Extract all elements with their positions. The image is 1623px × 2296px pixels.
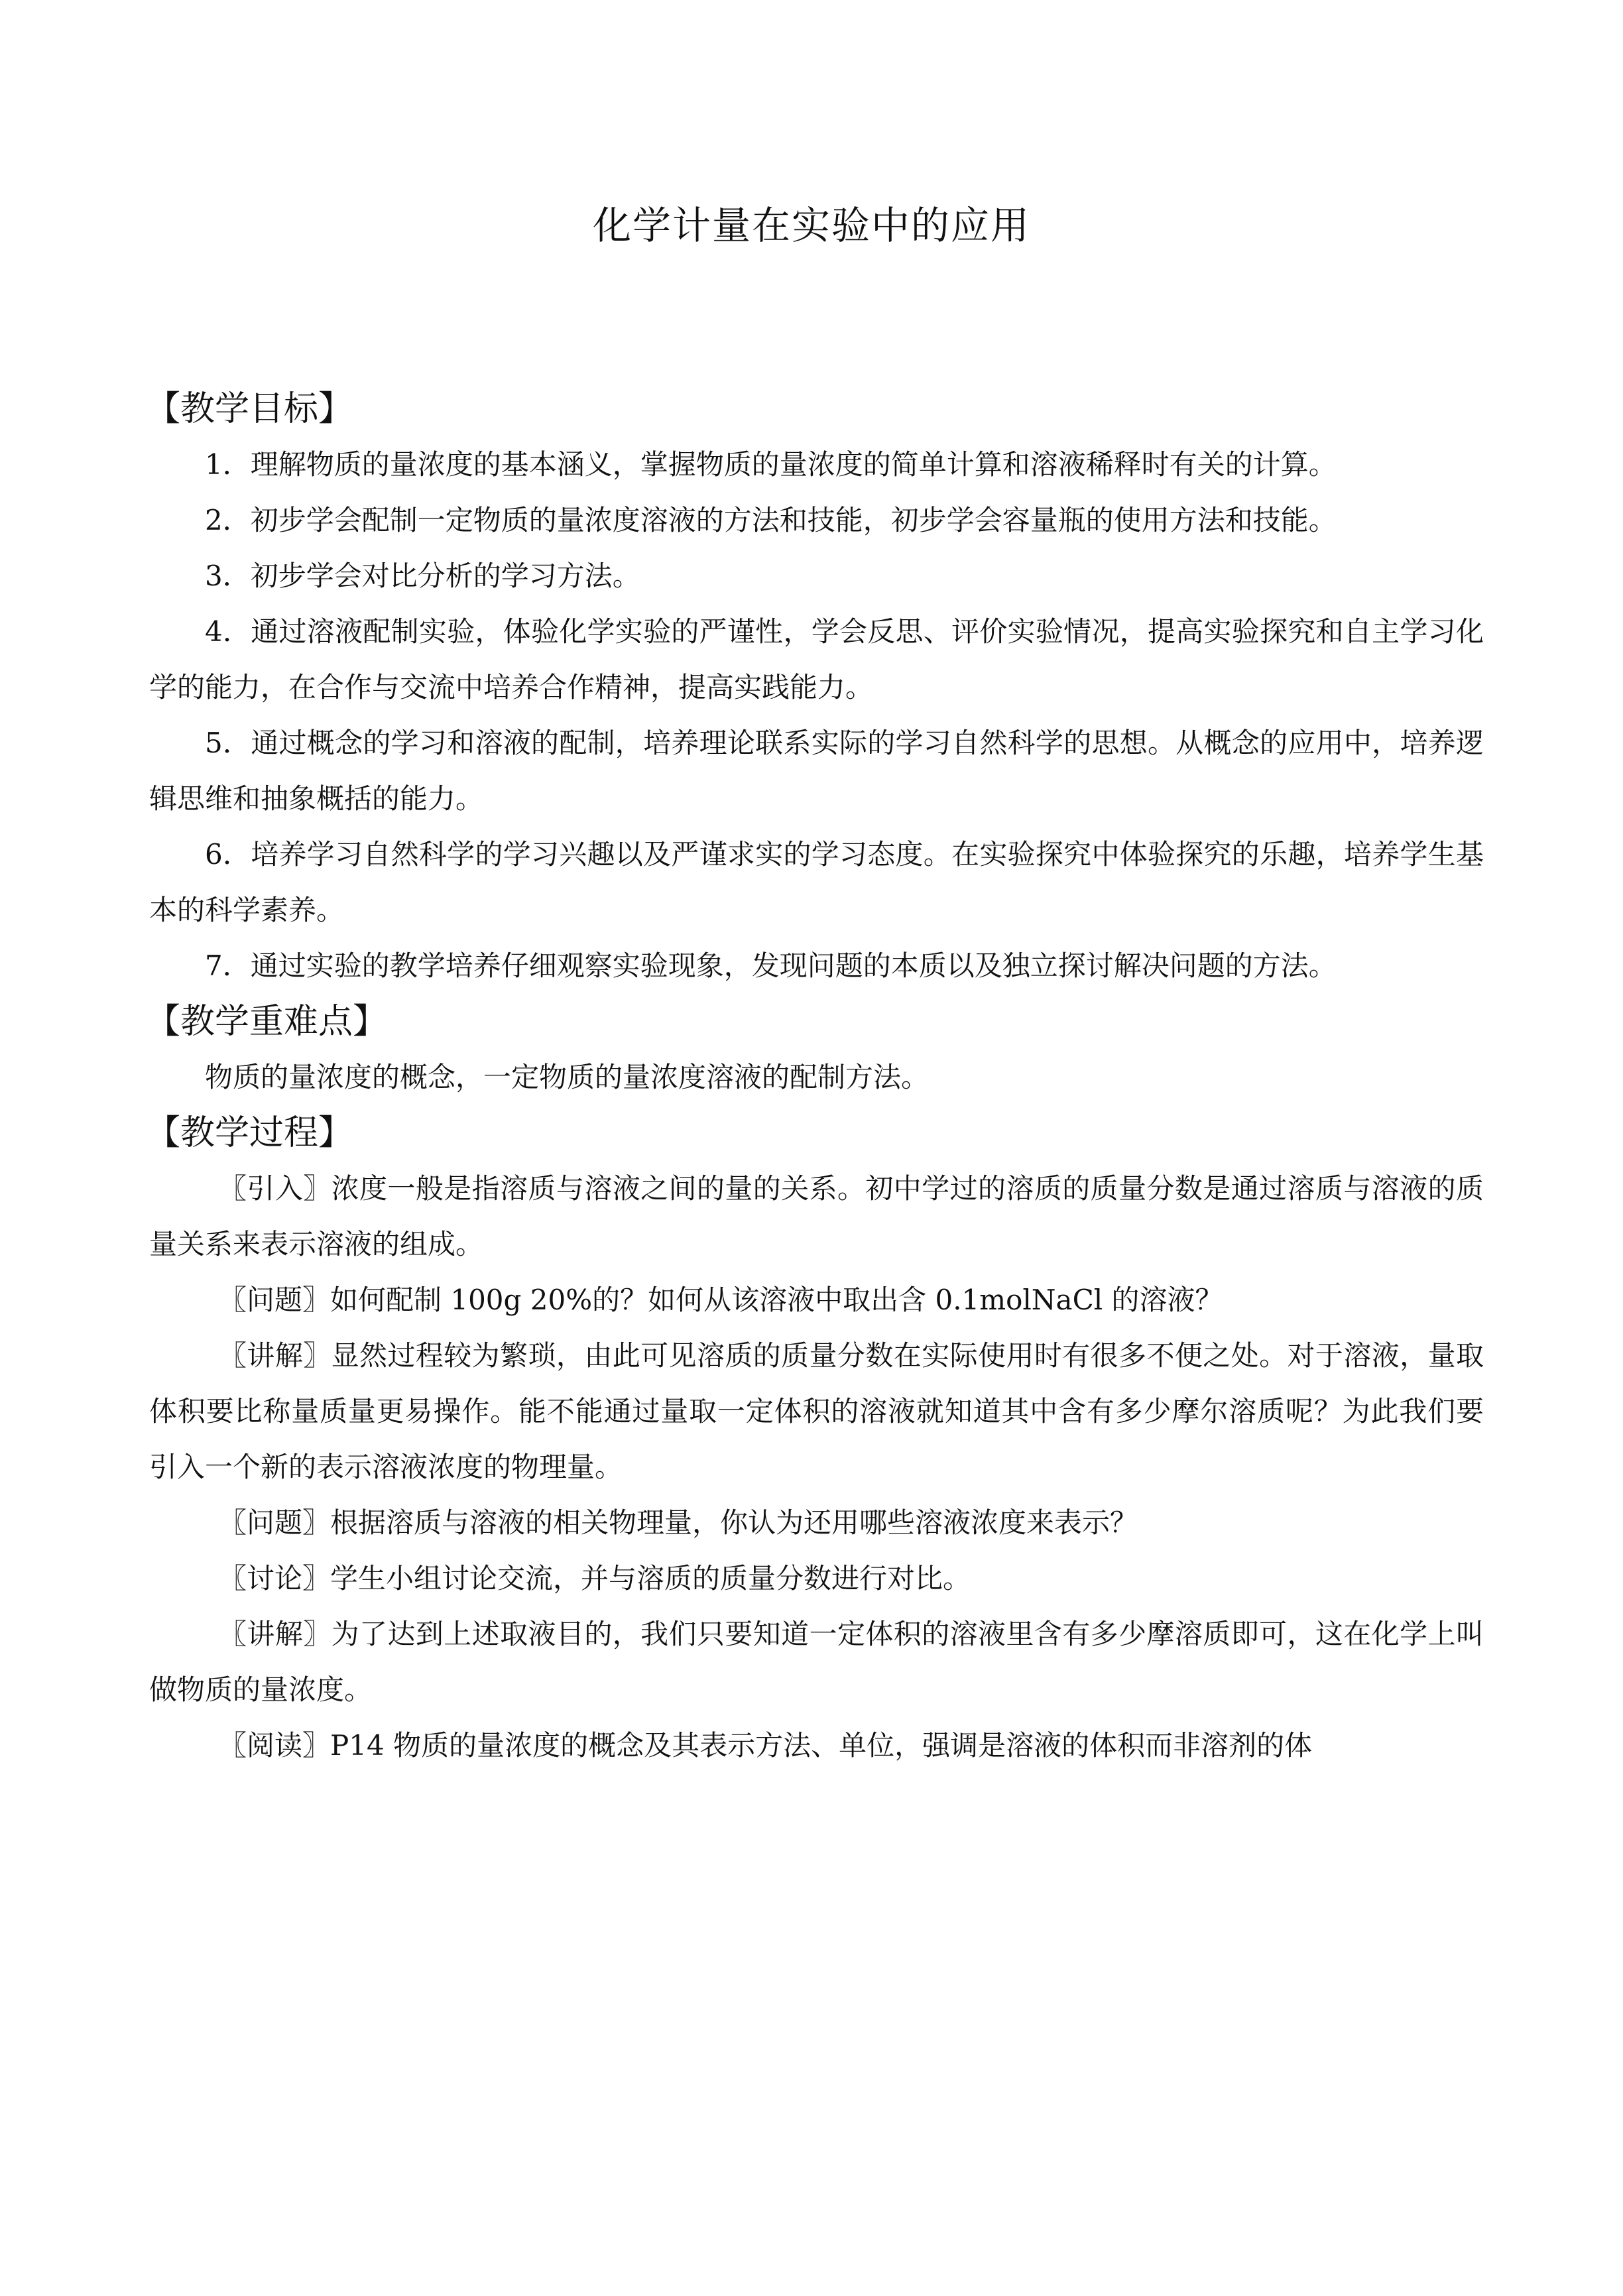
process-step-text: P14 物质的量浓度的概念及其表示方法、单位，强调是溶液的体积而非溶剂的体 — [330, 1729, 1313, 1762]
objectives-heading: 【教学目标】 — [146, 389, 353, 429]
process-step-text: 显然过程较为繁琐，由此可见溶质的质量分数在实际使用时有很多不便之处。对于溶液，量取体积要比称量质量更易操作。能不能通过量取一定体积的溶液就知道其中含有多少摩尔溶质呢？为此我们要引入一个新的表示溶液浓度的物理量。 — [149, 1339, 1484, 1483]
objective-item: 1．理解物质的量浓度的基本涵义，掌握物质的量浓度的简单计算和溶液稀释时有关的计算。 — [205, 448, 1337, 481]
objective-item: 4．通过溶液配制实验，体验化学实验的严谨性，学会反思、评价实验情况，提高实验探究和自主学习化学的能力，在合作与交流中培养合作精神，提高实践能力。 — [149, 615, 1484, 703]
process-step-tag: 〖引入〗 — [219, 1172, 331, 1205]
key-points-text: 物质的量浓度的概念，一定物质的量浓度溶液的配制方法。 — [205, 1061, 930, 1093]
process-step — [149, 1551, 1484, 1606]
process-step-text: 浓度一般是指溶质与溶液之间的量的关系。初中学过的溶质的质量分数是通过溶质与溶液的质量关系来表示溶液的组成。 — [149, 1172, 1484, 1260]
process-step-tag: 〖阅读〗 — [219, 1729, 331, 1762]
key-points-heading: 【教学重难点】 — [146, 1002, 388, 1042]
objective-item: 5．通过概念的学习和溶液的配制，培养理论联系实际的学习自然科学的思想。从概念的应用中，培养逻辑思维和抽象概括的能力。 — [149, 727, 1484, 815]
process-step-tag: 〖讨论〗 — [219, 1562, 331, 1595]
process-step-text: 学生小组讨论交流，并与溶质的质量分数进行对比。 — [330, 1562, 971, 1595]
objective-item: 7．通过实验的教学培养仔细观察实验现象，发现问题的本质以及独立探讨解决问题的方法。 — [205, 949, 1337, 982]
process-step-text: 根据溶质与溶液的相关物理量，你认为还用哪些溶液浓度来表示？ — [330, 1506, 1138, 1539]
document-body — [146, 381, 1484, 1774]
objective-item: 2．初步学会配制一定物质的量浓度溶液的方法和技能，初步学会容量瓶的使用方法和技能。 — [205, 504, 1337, 536]
process-step — [149, 1161, 1484, 1272]
process-step-tag: 〖讲解〗 — [219, 1618, 331, 1650]
process-step — [149, 1606, 1484, 1718]
process-step-text: 如何配制 100g 20%的？如何从该溶液中取出含 0.1molNaCl 的溶液？ — [330, 1284, 1223, 1316]
process-step — [149, 1328, 1484, 1495]
process-step-tag: 〖讲解〗 — [219, 1339, 331, 1372]
process-step — [149, 1718, 1484, 1774]
process-step — [149, 1272, 1484, 1328]
process-step — [149, 1495, 1484, 1551]
objective-item: 3．初步学会对比分析的学习方法。 — [205, 560, 640, 592]
document-title: 化学计量在实验中的应用 — [592, 203, 1030, 248]
objective-item: 6．培养学习自然科学的学习兴趣以及严谨求实的学习态度。在实验探究中体验探究的乐趣，培养学生基本的科学素养。 — [149, 838, 1484, 926]
process-step-text: 为了达到上述取液目的，我们只要知道一定体积的溶液里含有多少摩溶质即可，这在化学上叫做物质的量浓度。 — [149, 1618, 1484, 1706]
process-step-tag: 〖问题〗 — [219, 1284, 331, 1316]
process-heading: 【教学过程】 — [146, 1113, 353, 1153]
process-step-tag: 〖问题〗 — [219, 1506, 331, 1539]
